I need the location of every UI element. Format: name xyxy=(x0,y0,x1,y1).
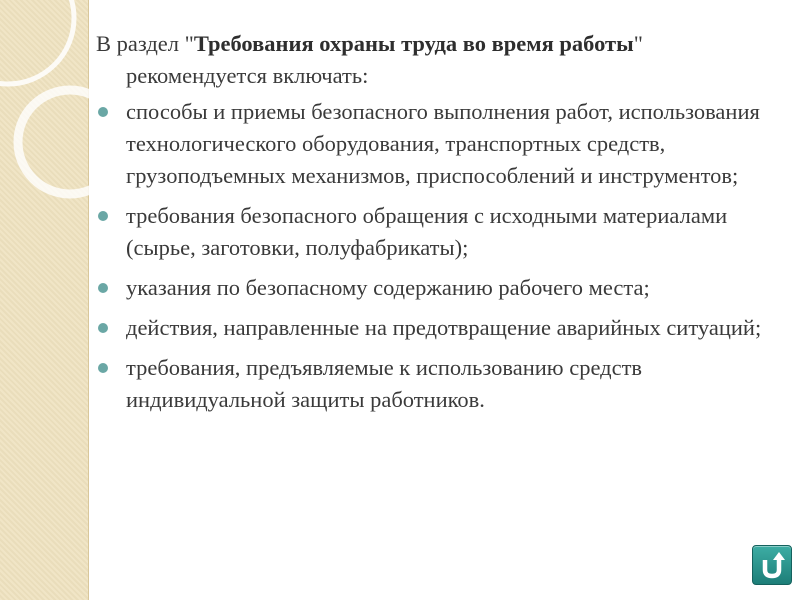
section-title: Требования охраны труда во время работы xyxy=(193,31,634,56)
circle-bullet-icon xyxy=(98,283,108,293)
intro-suffix: " рекомендуется включать: xyxy=(126,31,643,88)
circle-bullet-icon xyxy=(98,211,108,221)
circle-bullet-icon xyxy=(98,363,108,373)
circle-bullet-icon xyxy=(98,107,108,117)
circle-bullet-icon xyxy=(98,323,108,333)
list-item-text: требования безопасного обращения с исходными материалами (сырье, заготовки, полуфабрикаты); xyxy=(126,203,728,260)
list-item xyxy=(96,200,776,264)
list-item-text: требования, предъявляемые к использованию средств индивидуальной защиты работников. xyxy=(126,355,643,412)
list-item xyxy=(96,96,776,192)
return-button[interactable] xyxy=(752,545,792,585)
slide-body xyxy=(96,28,776,424)
list-item-text: способы и приемы безопасного выполнения работ, использования технологического оборудования, транспортных средств, грузоподъемных механизмов, приспособлений и инструментов; xyxy=(126,99,760,188)
list-item-text: указания по безопасному содержанию рабочего места; xyxy=(126,275,650,300)
list-item xyxy=(96,352,776,416)
return-arrow-icon xyxy=(753,546,791,584)
list-item xyxy=(96,272,776,304)
intro-text xyxy=(96,28,776,92)
list-item-text: действия, направленные на предотвращение аварийных ситуаций; xyxy=(126,315,762,340)
list-item xyxy=(96,312,776,344)
requirements-list xyxy=(96,96,776,416)
intro-prefix: В раздел " xyxy=(96,31,194,56)
